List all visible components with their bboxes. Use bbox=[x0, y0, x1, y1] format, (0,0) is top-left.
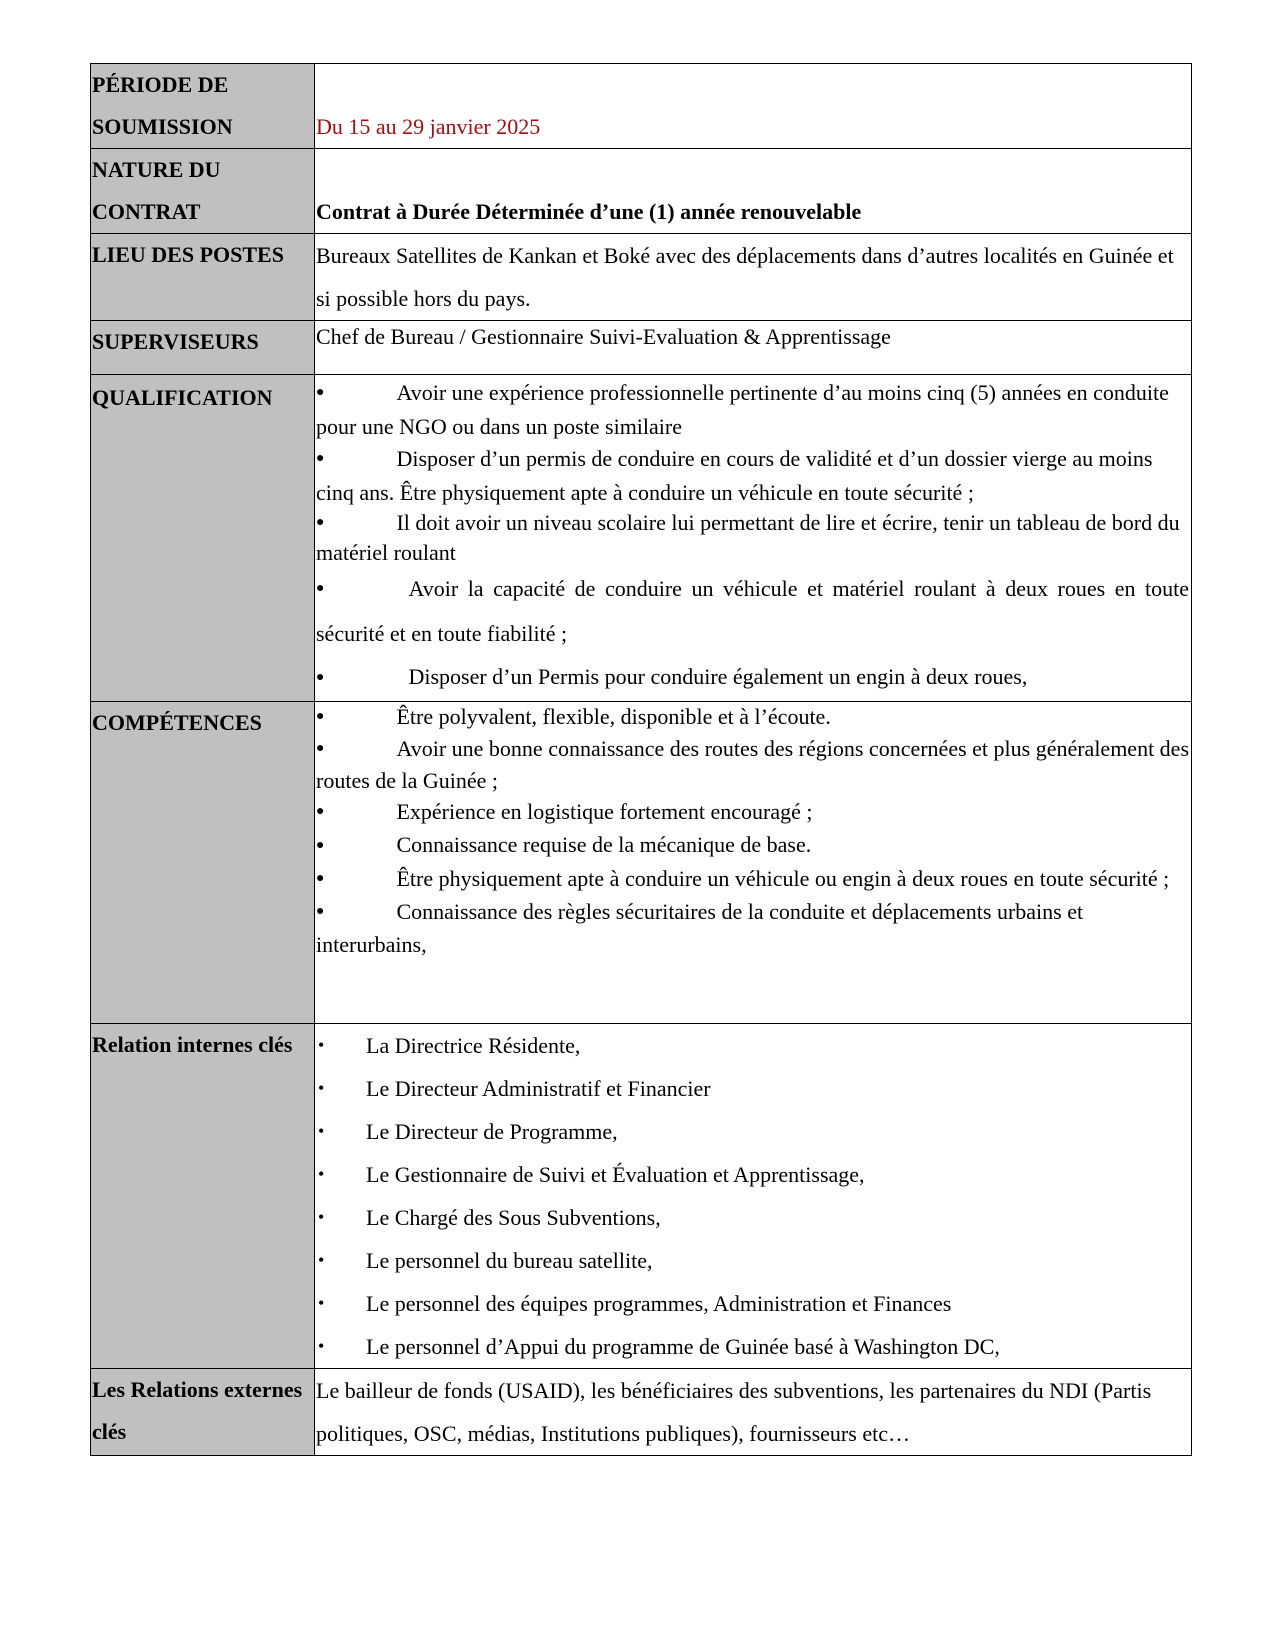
label-internal-relations: Relation internes clés bbox=[91, 1023, 315, 1368]
table-row-internal-relations bbox=[91, 1023, 1192, 1368]
bullet-icon: ● bbox=[316, 740, 325, 756]
list-item: ● Être polyvalent, flexible, disponible et à l’écoute. bbox=[316, 702, 1189, 734]
list-item: ● Disposer d’un permis de conduire en cours de validité et d’un dossier vierge au moins cinq ans. Être physiquement apte à conduire un véhicule en toute sécurité ; bbox=[316, 443, 1189, 509]
label-skills: COMPÉTENCES bbox=[91, 701, 315, 1023]
bullet-icon: ● bbox=[316, 514, 325, 530]
bullet-icon: ● bbox=[316, 450, 325, 466]
list-item: ● Connaissance requise de la mécanique de base. bbox=[316, 829, 1189, 862]
skills-list bbox=[315, 701, 1192, 1023]
bullet-icon: • bbox=[318, 1034, 325, 1055]
list-item: ● Il doit avoir un niveau scolaire lui permettant de lire et écrire, tenir un tableau de bord du matériel roulant bbox=[316, 509, 1180, 565]
label-location: LIEU DES POSTES bbox=[91, 234, 315, 321]
bullet-icon: ● bbox=[316, 384, 325, 400]
table-row-location bbox=[91, 234, 1192, 321]
submission-period-value: Du 15 au 29 janvier 2025 bbox=[316, 114, 541, 139]
list-item: ● Expérience en logistique fortement encouragé ; bbox=[316, 796, 1189, 829]
list-item: ● Être physiquement apte à conduire un véhicule ou engin à deux roues en toute sécurité ; bbox=[316, 863, 1189, 896]
list-item: ● Avoir une expérience professionnelle pertinente d’au moins cinq (5) années en conduite pour une NGO ou dans un poste similaire bbox=[316, 377, 1189, 443]
bullet-icon: ● bbox=[316, 871, 325, 887]
list-item: • Le Chargé des Sous Subventions, bbox=[316, 1196, 1189, 1239]
list-item: • Le personnel du bureau satellite, bbox=[316, 1239, 1189, 1282]
list-item: • Le personnel d’Appui du programme de Guinée basé à Washington DC, bbox=[316, 1325, 1189, 1368]
label-contract-type: NATURE DU CONTRAT bbox=[91, 149, 315, 234]
table-row-qualification bbox=[91, 375, 1192, 702]
table-row-skills bbox=[91, 701, 1192, 1023]
bullet-icon: ● bbox=[316, 708, 325, 724]
bullet-icon: ● bbox=[316, 581, 325, 597]
bullet-icon: ● bbox=[316, 904, 325, 920]
list-item: • Le personnel des équipes programmes, Administration et Finances bbox=[316, 1282, 1189, 1325]
bullet-icon: ● bbox=[316, 669, 325, 685]
bullet-icon: • bbox=[318, 1120, 325, 1141]
bullet-icon: • bbox=[318, 1292, 325, 1313]
contract-type-value: Contrat à Durée Déterminée d’une (1) année renouvelable bbox=[316, 199, 862, 224]
label-submission-period: PÉRIODE DE SOUMISSION bbox=[91, 64, 315, 149]
list-item: • La Directrice Résidente, bbox=[316, 1024, 1189, 1067]
list-item: • Le Directeur Administratif et Financier bbox=[316, 1067, 1189, 1110]
bullet-icon: • bbox=[318, 1335, 325, 1356]
bullet-icon: ● bbox=[316, 804, 325, 820]
bullet-icon: ● bbox=[316, 837, 325, 853]
list-item: • Le Gestionnaire de Suivi et Évaluation et Apprentissage, bbox=[316, 1153, 1189, 1196]
list-item: • Le Directeur de Programme, bbox=[316, 1110, 1189, 1153]
supervisors-value: Chef de Bureau / Gestionnaire Suivi-Evaluation & Apprentissage bbox=[316, 324, 891, 349]
table-row-external-relations bbox=[91, 1368, 1192, 1455]
list-item: ● Connaissance des règles sécuritaires de la conduite et déplacements urbains et interurbains, bbox=[316, 896, 1189, 960]
internal-relations-list bbox=[316, 1024, 1189, 1368]
qualification-list bbox=[315, 375, 1192, 702]
list-item: ● Avoir une bonne connaissance des routes des régions concernées et plus généralement des routes de la Guinée ; bbox=[316, 734, 1189, 796]
label-external-relations: Les Relations externes clés bbox=[91, 1368, 315, 1455]
table-row-contract-type bbox=[91, 149, 1192, 234]
label-supervisors: SUPERVISEURS bbox=[91, 321, 315, 375]
location-value: Bureaux Satellites de Kankan et Boké avec des déplacements dans d’autres localités en Guinée et si possible hors du pays. bbox=[316, 243, 1174, 311]
bullet-icon: • bbox=[318, 1249, 325, 1270]
table-row-supervisors bbox=[91, 321, 1192, 375]
external-relations-value: Le bailleur de fonds (USAID), les bénéficiaires des subventions, les partenaires du NDI (Partis politiques, OSC, médias, Institutions publiques), fournisseurs etc… bbox=[316, 1377, 1152, 1446]
list-item: ● Avoir la capacité de conduire un véhicule et matériel roulant à deux roues en toute sécurité et en toute fiabilité ; bbox=[316, 567, 1189, 655]
bullet-icon: • bbox=[318, 1163, 325, 1184]
bullet-icon: • bbox=[318, 1077, 325, 1098]
label-qualification: QUALIFICATION bbox=[91, 375, 315, 702]
job-details-table bbox=[90, 63, 1192, 1456]
bullet-icon: • bbox=[318, 1206, 325, 1227]
table-row-submission-period bbox=[91, 64, 1192, 149]
list-item: ● Disposer d’un Permis pour conduire également un engin à deux roues, bbox=[316, 655, 1189, 700]
